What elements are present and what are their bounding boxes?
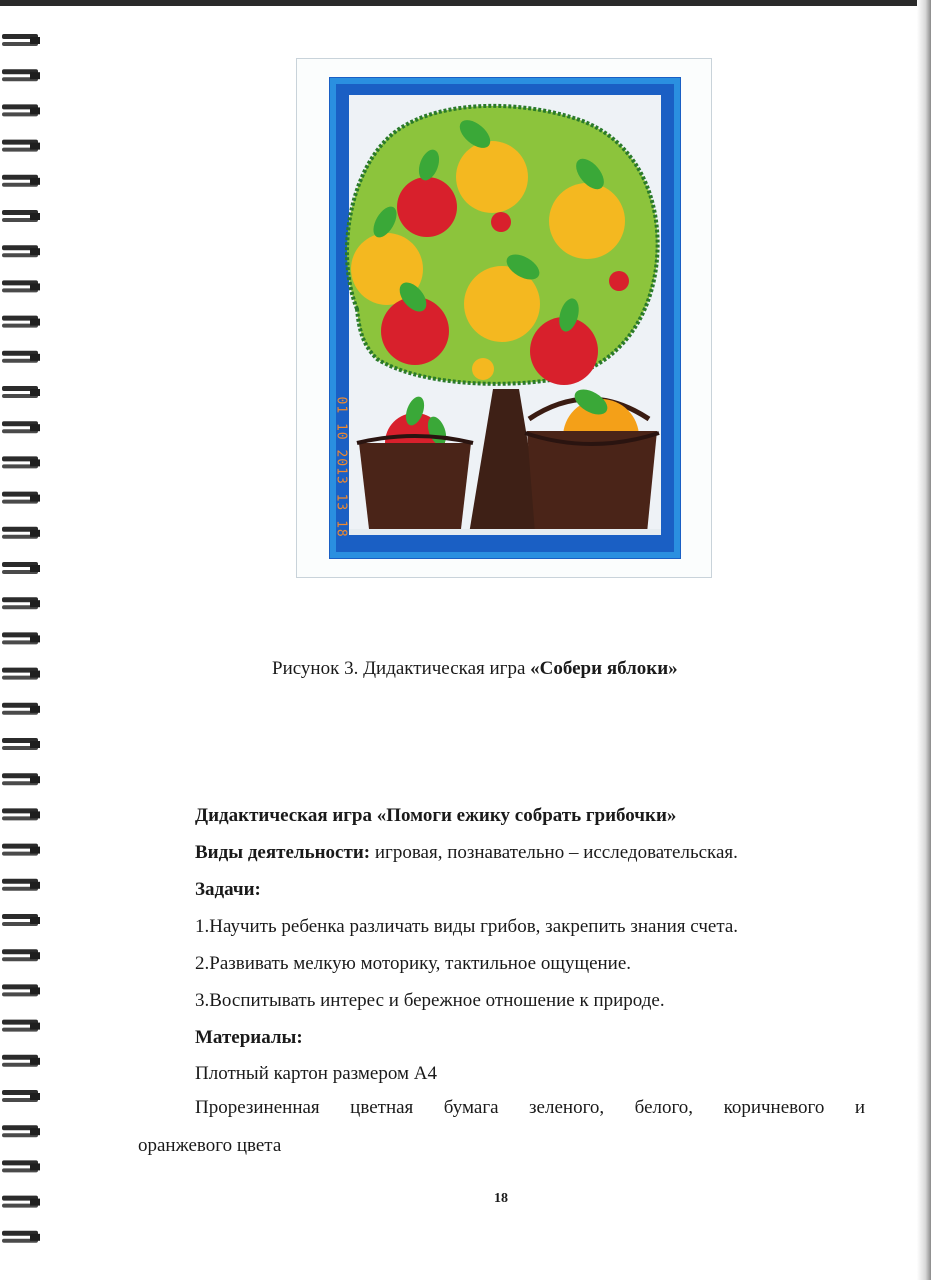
scan-top-edge <box>0 0 931 6</box>
task-item: 2.Развивать мелкую моторику, тактильное ощущение. <box>195 953 632 974</box>
caption-prefix: Рисунок 3. Дидактическая игра <box>272 658 531 679</box>
scan-right-edge <box>917 0 931 1280</box>
section-heading: Дидактическая игра «Помоги ежику собрать грибочки» <box>195 805 677 826</box>
caption-title: «Собери яблоки» <box>530 658 678 679</box>
photo-date-stamp: 01 10 2013 13 18 <box>333 396 349 538</box>
material-item-continued: оранжевого цвета <box>138 1135 282 1156</box>
task-item: 1.Научить ребенка различать виды грибов, закрепить знания счета. <box>195 916 739 937</box>
activities-value: игровая, познавательно – исследовательская. <box>370 842 738 863</box>
figure-photo <box>296 58 712 578</box>
figure-caption <box>272 658 678 680</box>
activities-line <box>195 842 738 864</box>
material-item: Плотный картон размером А4 <box>195 1063 437 1084</box>
materials-label: Материалы: <box>195 1027 303 1048</box>
spiral-binding-icon <box>0 20 44 1270</box>
activities-label: Виды деятельности: <box>195 842 371 863</box>
material-item: Прорезиненная цветная бумага зеленого, белого, коричневого и <box>195 1097 865 1118</box>
felt-apple-tree-photo-icon <box>297 59 711 577</box>
task-item: 3.Воспитывать интерес и бережное отношение к природе. <box>195 990 665 1011</box>
tasks-label: Задачи: <box>195 879 261 900</box>
page-number: 18 <box>494 1191 508 1206</box>
